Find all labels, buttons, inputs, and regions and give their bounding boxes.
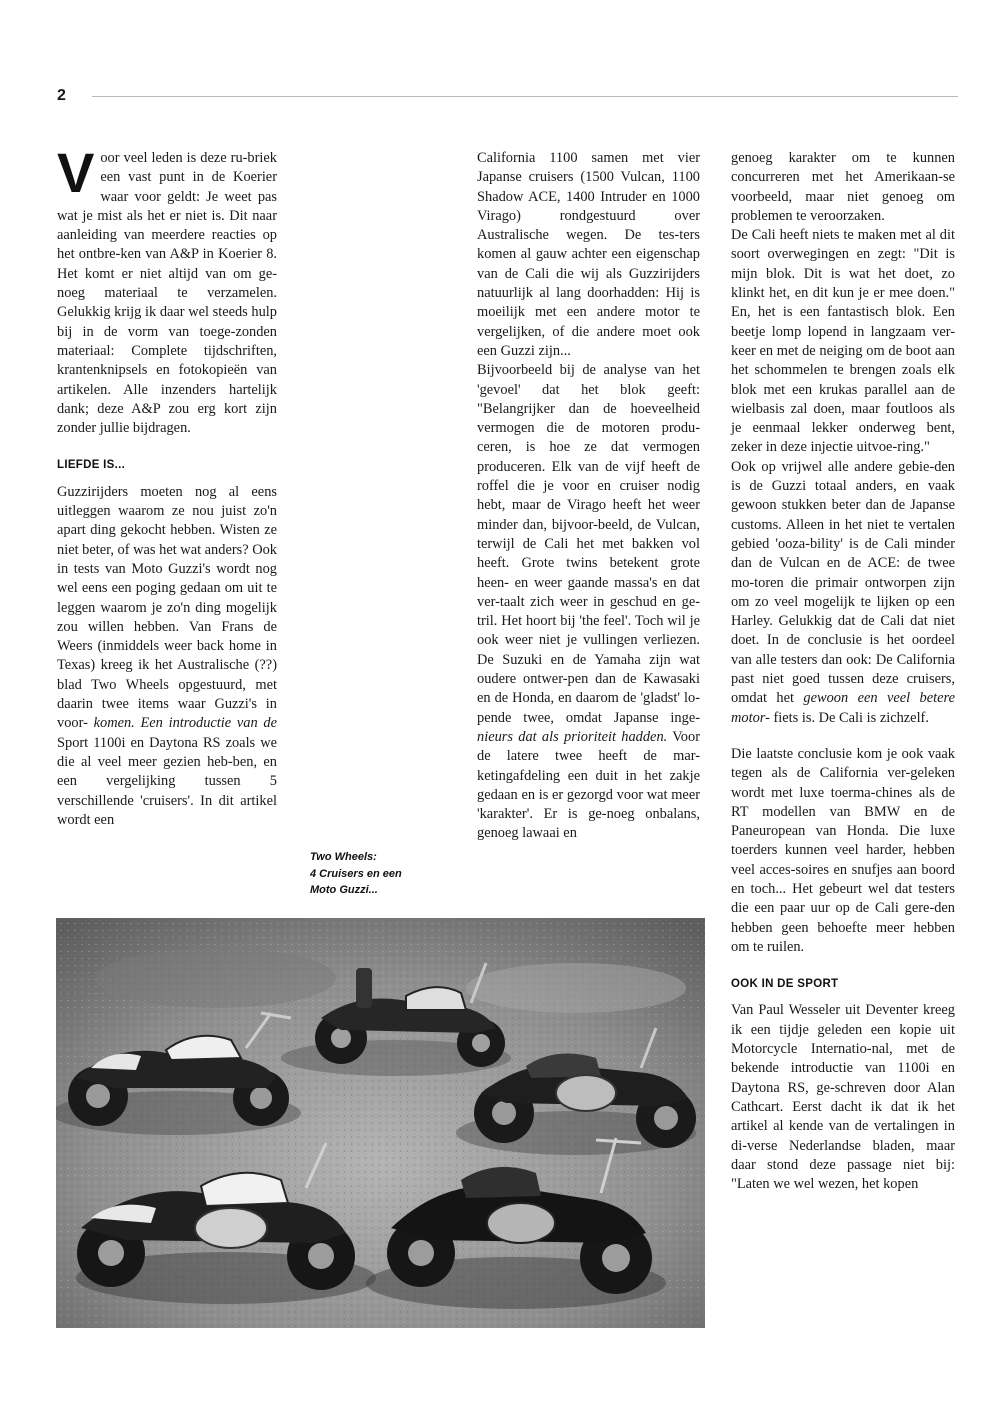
col2-paragraph-2-text: Bijvoorbeeld bij de analyse van het 'gevoel' dat het blok geeft: "Belangrijker dan de hoeveelheid vermogen die de motoren produ-ceren, is hoe ze dat vermogen produceren. Elk van de vijf heeft de roffel die je voor en cruiser nodig hebt, maar de Virago heeft het weer minder dan, bijvoor-beeld, de Vulcan, terwijl de Cali het met bakken vol heeft. Grote twins betekent grote heen- en weer gaande massa's en dat ver-taalt zich weer in geschud en ge-tril. Het hoort bij 'the feel'. Toch wil je ook weer niet je vullingen verliezen. De Suzuki en de Yamaha zijn wat oudere ontwer-pen dan de Kawasaki en de Honda, en daarom de 'gladst' lo-pende twee, omdat Japanse inge- (477, 362, 700, 726)
section-heading-ook-in-de-sport: OOK IN DE SPORT (731, 978, 839, 991)
column-2 (477, 149, 700, 844)
column-3 (731, 149, 955, 1194)
col2-paragraph-2 (477, 361, 700, 843)
body-end-text: Sport 1100i en Daytona RS zoals we die al veel meer gezien heb-ben, en een vergelijking tussen 5 verschillende 'cruisers'. In dit artikel wordt een (57, 734, 277, 828)
col3-paragraph-3-end: fiets is. De Cali is zichzelf. (773, 709, 929, 726)
motorcycles-photo-icon (56, 918, 705, 1328)
page-number: 2 (57, 87, 66, 104)
col3-paragraph-5: Van Paul Wesseler uit Deventer kreeg ik een tijdje geleden een kopie uit Motorcycle Internatio-nal, met de bekende introductie van 1100i en Daytona RS, ge-schreven door Alan Cathcart. Eerst dacht ik dat ik het artikel al kende van de vertalingen in di-verse Nederlandse bladen, maar daar stond deze passage niet bij: "Laten we wel wezen, het kopen (731, 1002, 955, 1193)
body-text: Guzzirijders moeten nog al eens uitleggen waarom ze nou juist zo'n apart ding gekocht hebben. Wisten ze niet beter, of was het wat anders? Ook in tests van Moto Guzzi's wordt nog wel eens een poging gedaan om uit te leggen waarom je zo'n ding mogelijk zou willen hebben. Van Frans de Weers (inmiddels weer back home in Texas) kreeg ik het Australische (??) blad Two Wheels opgestuurd, met daarin twee items waar Guzzi's in voor- (57, 483, 277, 732)
col3-paragraph-1: genoeg karakter om te kunnen concurreren met het Amerikaan-se voorbeeld, maar niet genoeg om problemen te veroorzaken. (731, 150, 955, 224)
column-1 (57, 141, 277, 830)
drop-cap: V (57, 141, 95, 204)
col3-paragraph-3-text: Ook op vrijwel alle andere gebie-den is de Guzzi totaal anders, en vaak gewoon stukken beter dan de Japanse customs. Alleen in het niet te vertalen gebied 'ooza-bility' is de Cali minder dan de Vulcan en de ACE: de twee mo-toren die primair ontworpen zijn om zo veel mogelijk te lijken op een Harley. Gelukkig dat de Cali dat niet doet. In de conclusie is het oordeel van alle testers dan ook: De California past niet goed tussen deze cruisers, omdat het (731, 458, 955, 707)
col3-paragraph-3 (731, 458, 955, 728)
caption-line-1: Two Wheels: (310, 851, 377, 863)
caption-line-2: 4 Cruisers en een (310, 867, 402, 880)
body-paragraph (57, 483, 277, 830)
intro-text: oor veel leden is deze ru-briek een vast punt in de Koerier waar voor geldt: Je weet pas wat je mist als het er niet is. Dit naar aanleiding van meerdere reacties op het ontbre-ken van A&P in Koerier 8. Het komt er niet altijd van om ge-noeg materiaal te verzamelen. Gelukkig krijg ik daar wel steeds hulp bij in de vorm van toege-zonden materiaal: Complete tijdschriften, krantenknipsels en fotokopieën van artikelen. Alle inzenders hartelijk dank; deze A&P zou erg kort zijn zonder jullie bijdragen. (57, 150, 277, 437)
body-italic-text: komen. Een introductie van de (93, 715, 277, 732)
intro-paragraph (57, 141, 277, 438)
col3-paragraph-2: De Cali heeft niets te maken met al dit soort overwegingen en zegt: "Dit is mijn blok. Dit is wat het doet, zo klinkt het, en dit kun je er mee doen." En, het is een fantastisch blok. Een beetje lomp lopend in langzaam ver-keer en met de neiging om de boot aan het schommelen te brengen zoals elk blok met een krukas parallel aan de wielbasis zal doen, maar foutloos als je eenmaal lekker onderweg bent, zeker in deze injectie uitvoe-ring." (731, 227, 955, 456)
motorcycles-photo (56, 918, 705, 1328)
col2-paragraph-2-end: Voor de latere twee heeft de mar-ketingafdeling een duit in het zakje gedaan en is er gezorgd voor wat meer 'karakter'. Er is ge-noeg onbalans, genoeg lawaai en (477, 728, 700, 842)
col3-paragraph-4: Die laatste conclusie kom je ook vaak tegen als de California ver-geleken wordt met luxe toerma-chines als de RT modellen van BMW en de Paneuropean van Honda. Die luxe toerders kunnen veel harder, hebben veel acces-soires en snufjes aan boord en toch... Het gebeurt wel dat testers die een paar uur op de Cali gere-den hebben geen behoefte meer hebben om te ruilen. (731, 745, 955, 955)
col2-italic-text: nieurs dat als prioriteit hadden. (477, 728, 668, 745)
col2-paragraph-1: California 1100 samen met vier Japanse cruisers (1500 Vulcan, 1100 Shadow ACE, 1400 Intruder en 1000 Virago) rondgestuurd over Australische wegen. De tes-ters komen al gauw achter een eigenschap van de Cali die wij als Guzzirijders natuurlijk al lang doorhadden: Hij is moeilijk met een andere motor te vergelijken, of die andere moet ook een Guzzi zijn... (477, 150, 700, 359)
header-rule (92, 96, 958, 97)
section-heading-liefde-is: LIEFDE IS... (57, 459, 126, 472)
caption-line-3: Moto Guzzi... (310, 884, 378, 896)
col3-italic-text: gewoon een veel betere motor- (731, 690, 955, 726)
photo-caption (310, 849, 430, 899)
paragraph-gap (731, 728, 955, 745)
